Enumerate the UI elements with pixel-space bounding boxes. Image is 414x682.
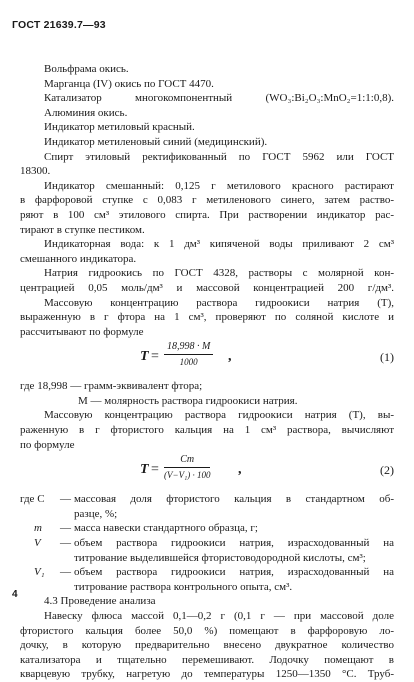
formula-denominator: (V−V₁) · 100 [164, 470, 211, 481]
text-line: Спирт этиловый ректификованный по ГОСТ 5962 или ГОСТ [44, 150, 394, 163]
text-line: фтористого кальция более 50,0 %) помещают в фарфоровую ло- [20, 624, 394, 637]
formula-equals: = [151, 462, 159, 478]
text-line: тирают в ступке пестиком. [20, 223, 145, 236]
definition-text: масса навески стандартного образца, г; [74, 522, 258, 535]
text-line: смешанного индикатора. [20, 252, 137, 265]
text-line: Катализатор многокомпонентный (WO₃:Bi₂O₃:MnO₂=1:1:0,8). [44, 92, 394, 105]
text-line: Массовую концентрацию раствора гидроокиси натрия (T), [44, 296, 394, 309]
formula-number: (1) [380, 350, 394, 365]
formula-equals: = [151, 349, 159, 365]
formula-numerator: 18,998 · M [164, 341, 213, 355]
formula-lhs: T [140, 462, 149, 478]
text-line: раженную в г фтористого кальция на 1 см³ раствора, вычисляют [20, 424, 394, 437]
definition-continuation: титрование выделившейся фтористоводородной кислоты, см³; [74, 551, 366, 564]
definition-continuation: титрование раствора контрольного опыта, см³. [74, 580, 293, 593]
text-line: по формуле [20, 438, 75, 451]
definition-symbol: V [34, 537, 41, 550]
document-body [20, 62, 394, 682]
text-line: катализатора и тщательно перемешивают. Лодочку помещают в [20, 653, 394, 666]
definitions-list [20, 492, 394, 594]
formula-fraction [164, 454, 210, 481]
definition-item: где C — массовая доля фтористого кальция в стандартном об- разце, %; [20, 493, 394, 520]
text-line: кварцевую трубку, нагретую до температуры 1250—1350 °C. Труб- [20, 668, 394, 681]
where-line: М — молярность раствора гидроокиси натрия. [78, 394, 298, 407]
formula-numerator: Cm [164, 454, 210, 468]
text-line: Натрия гидроокись по ГОСТ 4328, растворы с молярной кон- [44, 267, 394, 280]
definition-continuation: разце, %; [74, 507, 118, 520]
text-line: в фарфоровой ступке с 0,083 г метиленового синего, затем раство- [20, 194, 394, 207]
formula-fraction [164, 341, 213, 368]
definition-symbol: m [34, 522, 42, 535]
formula-denominator: 1000 [179, 357, 198, 368]
section-heading: 4.3 Проведение анализа [44, 595, 156, 608]
text-line: 18300. [20, 165, 51, 178]
text-line: рассчитывают по формуле [20, 325, 144, 338]
formula-number: (2) [380, 463, 394, 478]
text-line: Массовую концентрацию раствора гидроокиси натрия (Т), вы- [44, 409, 394, 422]
text-line: дочку, в которую предварительно внесено двукратное количество [20, 639, 394, 652]
where-line: где 18,998 — грамм-эквивалент фтора; [20, 380, 203, 393]
text-line: Навеску флюса массой 0,1—0,2 г (0,1 г — при массовой доле [44, 610, 394, 622]
definition-symbol: где C [20, 493, 45, 506]
definition-text: объем раствора гидроокиси натрия, израсходованный на [74, 537, 394, 550]
text-line: выраженную в г фтора на 1 см³, проверяют по соляной кислоте и [20, 311, 394, 324]
text-line: Марганца (IV) окись по ГОСТ 4470. [44, 77, 214, 90]
formula-comma: , [238, 462, 242, 478]
definition-text: массовая доля фтористого кальция в стандартном об- [74, 493, 394, 506]
text-line: Индикатор метиловый красный. [44, 121, 195, 134]
page-number: 4 [12, 589, 18, 600]
definition-item: m — масса навески стандартного образца, г; [20, 521, 394, 536]
text-line: Индикатор метиленовый синий (медицинский). [44, 135, 268, 148]
page-header: ГОСТ 21639.7—93 [12, 19, 106, 31]
text-line: ряют в 100 см³ этилового спирта. При растворении индикатор рас- [20, 208, 394, 221]
text-line: центрацией 0,05 моль/дм³ и массовой концентрацией 200 г/дм³. [20, 281, 394, 294]
formula-1 [20, 341, 394, 375]
definition-item: V — объем раствора гидроокиси натрия, израсходованный на титрование выделившейся фтористоводородной кислоты, см³; [20, 536, 394, 565]
formula-comma: , [228, 349, 232, 365]
definition-text: объем раствора гидроокиси натрия, израсходованный на [74, 566, 394, 579]
formula-2 [20, 454, 394, 488]
text-line: Индикатор смешанный: 0,125 г метилового красного растирают [44, 179, 394, 192]
formula-lhs: T [140, 349, 149, 365]
definition-item: V₁ — объем раствора гидроокиси натрия, израсходованный на титрование раствора контрольного опыта, см³. [20, 565, 394, 594]
text-line: Вольфрама окись. [44, 63, 129, 75]
text-line: Алюминия окись. [44, 106, 128, 119]
definition-symbol: V₁ [34, 566, 45, 579]
text-line: Индикаторная вода: к 1 дм³ кипяченой воды приливают 2 см³ [44, 238, 394, 251]
